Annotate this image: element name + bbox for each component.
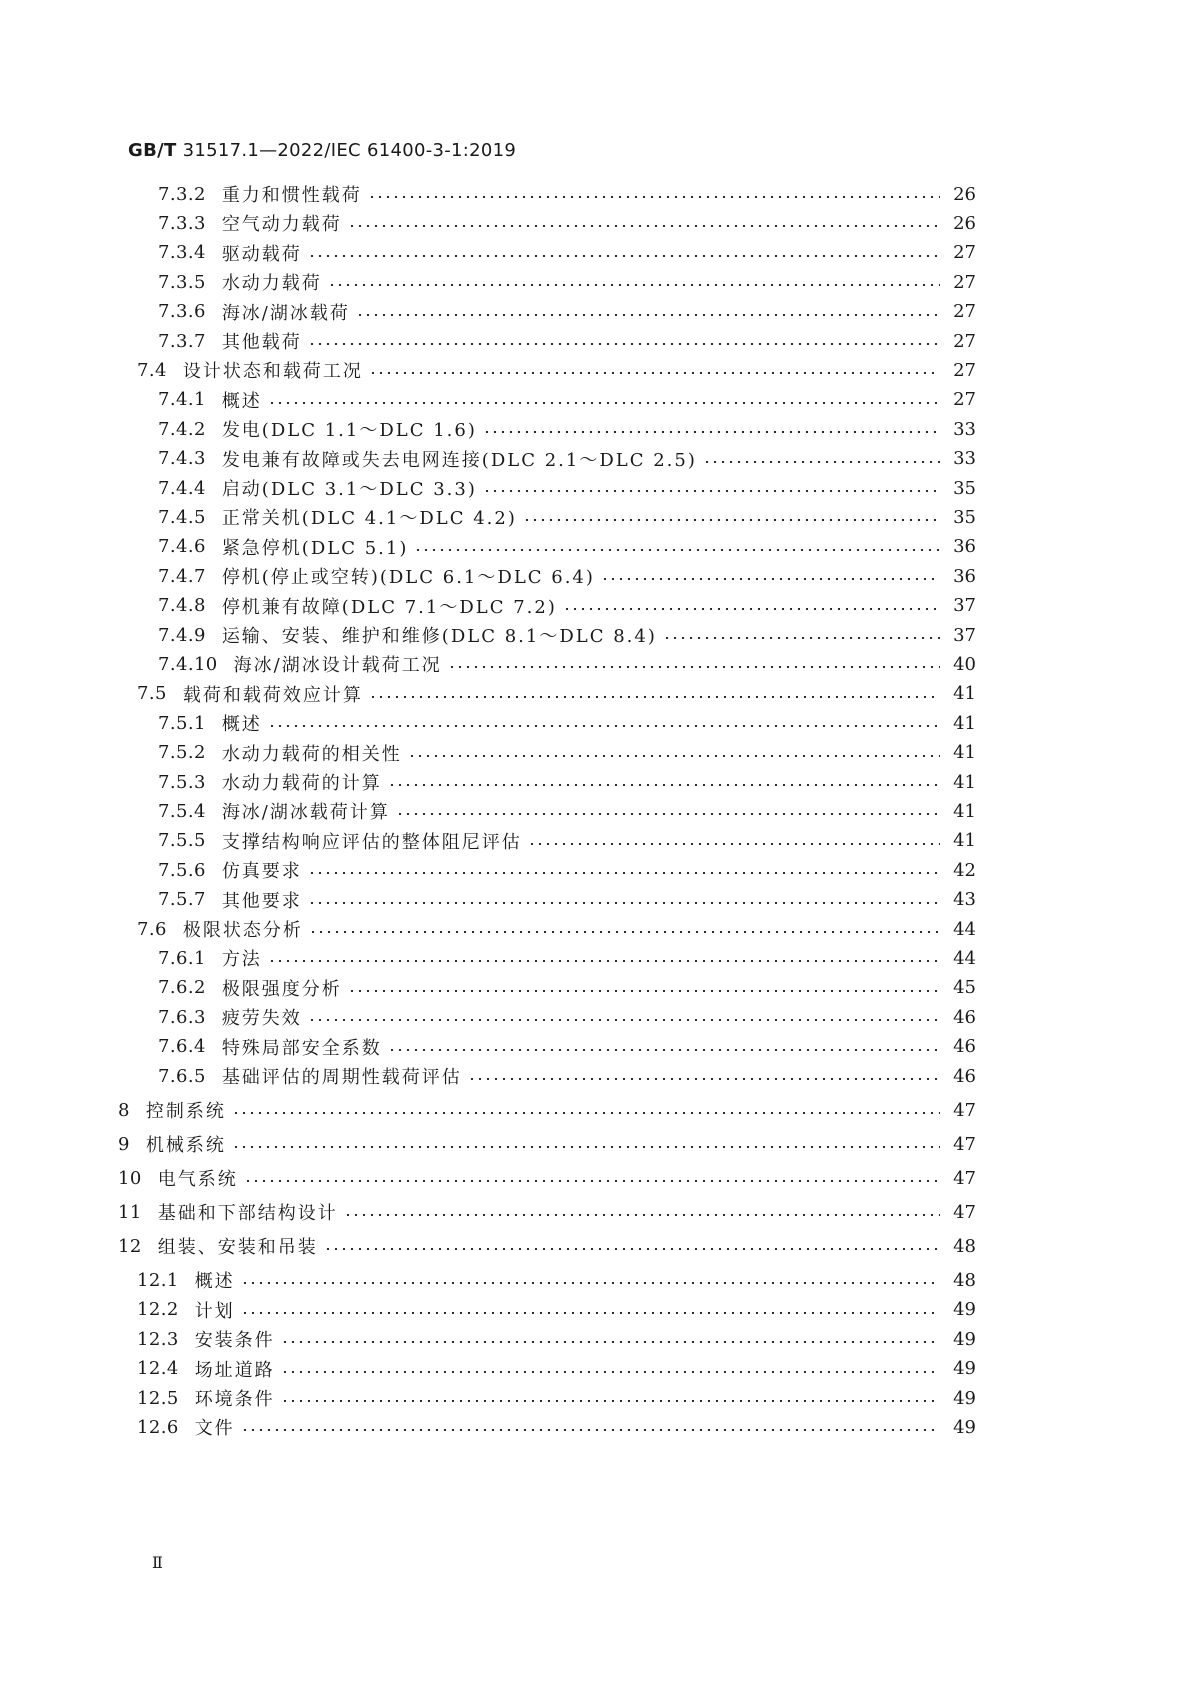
toc-entry-title: 海冰/湖冰载荷计算 — [221, 802, 390, 824]
toc-entry[interactable] — [137, 1384, 976, 1412]
toc-entry[interactable] — [137, 915, 976, 943]
toc-entry-number: 7.6.1 — [158, 947, 206, 969]
toc-entry-title: 海冰/湖冰设计载荷工况 — [233, 655, 442, 677]
toc-leader-dots — [601, 578, 940, 580]
toc-entry-page: 49 — [953, 1299, 976, 1321]
toc-entry-number: 7.5 — [137, 683, 167, 705]
toc-leader-dots — [348, 990, 940, 992]
toc-entry-number: 7.3.2 — [158, 183, 206, 205]
toc-entry-title: 水动力载荷 — [221, 273, 322, 295]
toc-leader-dots — [483, 431, 940, 433]
toc-entry-title: 运输、安装、维护和维修(DLC 8.1～DLC 8.4) — [221, 626, 657, 647]
toc-entry-title: 机械系统 — [145, 1135, 226, 1157]
toc-entry-number: 7.4.2 — [158, 418, 206, 440]
toc-entry-number: 7.4.8 — [158, 595, 206, 617]
toc-entry[interactable] — [137, 1413, 976, 1441]
toc-entry-number: 12.2 — [137, 1299, 179, 1321]
toc-entry-title: 电气系统 — [157, 1169, 238, 1191]
toc-entry-title: 概述 — [194, 1271, 235, 1293]
toc-entry-page: 42 — [953, 859, 976, 881]
toc-entry-page: 26 — [953, 183, 976, 205]
toc-leader-dots — [396, 813, 940, 815]
toc-entry-page: 41 — [953, 712, 976, 734]
toc-leader-dots — [281, 1341, 940, 1343]
toc-leader-dots — [309, 931, 940, 933]
toc-leader-dots — [281, 1371, 940, 1373]
toc-entry-page: 46 — [953, 1036, 976, 1058]
toc-entry-page: 49 — [953, 1416, 976, 1438]
toc-entry-page: 41 — [953, 683, 976, 705]
toc-leader-dots — [344, 1214, 940, 1216]
toc-entry-number: 7.5.1 — [158, 712, 206, 734]
toc-entry-page: 47 — [953, 1133, 976, 1155]
header-standard-number: 31517.1—2022/IEC 61400-3-1:2019 — [176, 140, 517, 161]
toc-entry-title: 环境条件 — [194, 1389, 275, 1410]
toc-entry-title: 发电(DLC 1.1～DLC 1.6) — [221, 420, 477, 442]
toc-entry-page: 27 — [953, 242, 976, 264]
toc-entry-number: 9 — [118, 1133, 130, 1155]
toc-entry-page: 47 — [953, 1201, 976, 1223]
toc-entry[interactable] — [137, 680, 976, 708]
toc-leader-dots — [528, 843, 940, 845]
toc-entry[interactable] — [158, 562, 976, 590]
toc-leader-dots — [448, 666, 940, 668]
toc-entry-title: 海冰/湖冰载荷 — [221, 302, 350, 324]
toc-entry-title: 水动力载荷的相关性 — [221, 743, 402, 765]
toc-entry-page: 43 — [953, 889, 976, 911]
toc-entry-number: 7.3.4 — [158, 242, 206, 264]
toc-leader-dots — [232, 1146, 940, 1148]
toc-entry[interactable] — [158, 474, 976, 502]
toc-entry-page: 35 — [953, 506, 976, 528]
toc-entry[interactable] — [158, 621, 976, 649]
toc-entry-title: 疲劳失效 — [221, 1008, 302, 1030]
toc-entry[interactable] — [158, 1062, 976, 1090]
toc-entry[interactable] — [158, 827, 976, 855]
toc-entry[interactable] — [158, 592, 976, 620]
toc-leader-dots — [241, 1282, 940, 1284]
toc-entry-page: 49 — [953, 1387, 976, 1409]
toc-entry[interactable] — [158, 298, 976, 326]
toc-entry-title: 停机兼有故障(DLC 7.1～DLC 7.2) — [221, 596, 557, 618]
toc-leader-dots — [368, 196, 940, 198]
toc-entry[interactable] — [158, 974, 976, 1002]
toc-entry-page: 36 — [953, 536, 976, 558]
toc-entry-page: 26 — [953, 212, 976, 234]
toc-entry[interactable] — [118, 1232, 976, 1260]
toc-entry[interactable] — [137, 1325, 976, 1353]
toc-entry-page: 48 — [953, 1235, 976, 1257]
toc-entry-title: 场址道路 — [194, 1359, 275, 1381]
toc-leader-dots — [232, 1112, 940, 1114]
toc-entry-title: 基础评估的周期性载荷评估 — [221, 1067, 462, 1088]
toc-entry[interactable] — [158, 503, 976, 531]
toc-leader-dots — [308, 343, 940, 345]
toc-entry[interactable] — [158, 739, 976, 767]
toc-entry-title: 驱动载荷 — [221, 243, 302, 265]
toc-entry-number: 7.4.7 — [158, 565, 206, 587]
toc-entry-page: 37 — [953, 624, 976, 646]
toc-entry-number: 7.4.5 — [158, 506, 206, 528]
toc-leader-dots — [703, 461, 940, 463]
toc-entry-number: 11 — [118, 1201, 142, 1223]
toc-leader-dots — [369, 372, 940, 374]
toc-entry-number: 7.3.3 — [158, 212, 206, 234]
toc-leader-dots — [356, 314, 940, 316]
toc-entry[interactable] — [158, 268, 976, 296]
toc-entry-title: 方法 — [221, 949, 262, 971]
toc-entry-number: 7.4.3 — [158, 448, 206, 470]
toc-leader-dots — [663, 637, 940, 639]
toc-entry-number: 12 — [118, 1235, 142, 1257]
toc-entry-title: 支撑结构响应评估的整体阻尼评估 — [221, 831, 522, 853]
toc-entry-number: 12.4 — [137, 1358, 179, 1380]
toc-entry-title: 其他载荷 — [221, 332, 302, 353]
toc-entry-number: 7.6.2 — [158, 977, 206, 999]
toc-entry[interactable] — [158, 886, 976, 914]
toc-leader-dots — [348, 225, 940, 227]
toc-entry-title: 紧急停机(DLC 5.1) — [221, 537, 409, 559]
toc-entry-number: 7.4 — [137, 359, 167, 381]
document-header — [128, 140, 516, 161]
toc-entry-page: 27 — [953, 389, 976, 411]
toc-entry-number: 7.4.1 — [158, 389, 206, 411]
toc-entry-page: 41 — [953, 800, 976, 822]
toc-leader-dots — [324, 1248, 940, 1250]
toc-leader-dots — [414, 549, 940, 551]
toc-leader-dots — [308, 902, 940, 904]
toc-entry-title: 控制系统 — [145, 1101, 226, 1123]
toc-entry-title: 极限强度分析 — [221, 978, 342, 1000]
toc-leader-dots — [563, 608, 940, 610]
toc-leader-dots — [369, 696, 940, 698]
toc-entry[interactable] — [137, 356, 976, 384]
toc-entry-number: 7.6 — [137, 918, 167, 940]
toc-entry-title: 空气动力载荷 — [221, 214, 342, 236]
toc-leader-dots — [268, 402, 940, 404]
toc-entry-title: 安装条件 — [194, 1330, 275, 1352]
toc-entry[interactable] — [118, 1198, 976, 1226]
toc-entry-number: 7.5.5 — [158, 830, 206, 852]
toc-entry-page: 45 — [953, 977, 976, 999]
toc-leader-dots — [241, 1429, 940, 1431]
toc-entry-page: 41 — [953, 742, 976, 764]
toc-entry-page: 49 — [953, 1358, 976, 1380]
toc-entry-page: 44 — [953, 947, 976, 969]
toc-leader-dots — [308, 255, 940, 257]
toc-entry[interactable] — [158, 415, 976, 443]
toc-entry-page: 41 — [953, 771, 976, 793]
toc-entry-title: 组装、安装和吊装 — [157, 1237, 318, 1259]
toc-entry-title: 载荷和载荷效应计算 — [182, 684, 363, 706]
toc-entry[interactable] — [158, 768, 976, 796]
toc-entry[interactable] — [158, 1033, 976, 1061]
toc-entry[interactable] — [158, 209, 976, 237]
toc-entry-title: 计划 — [194, 1300, 235, 1322]
toc-entry-page: 27 — [953, 359, 976, 381]
toc-leader-dots — [408, 755, 940, 757]
toc-entry-page: 37 — [953, 595, 976, 617]
toc-entry[interactable] — [118, 1164, 976, 1192]
toc-leader-dots — [308, 872, 940, 874]
toc-entry-number: 12.6 — [137, 1416, 179, 1438]
toc-leader-dots — [388, 784, 940, 786]
toc-entry-number: 12.1 — [137, 1269, 179, 1291]
toc-leader-dots — [241, 1312, 940, 1314]
toc-entry[interactable] — [158, 327, 976, 355]
toc-entry-page: 40 — [953, 653, 976, 675]
toc-entry-page: 46 — [953, 1065, 976, 1087]
toc-entry-title: 发电兼有故障或失去电网连接(DLC 2.1～DLC 2.5) — [221, 449, 697, 471]
toc-leader-dots — [308, 1019, 940, 1021]
toc-leader-dots — [523, 519, 940, 521]
toc-entry[interactable] — [158, 709, 976, 737]
toc-entry-number: 7.6.3 — [158, 1006, 206, 1028]
toc-leader-dots — [268, 960, 940, 962]
toc-entry[interactable] — [158, 180, 976, 208]
toc-entry-number: 7.6.4 — [158, 1036, 206, 1058]
toc-entry[interactable] — [118, 1130, 976, 1158]
toc-leader-dots — [244, 1180, 940, 1182]
toc-entry-number: 7.4.4 — [158, 477, 206, 499]
toc-entry[interactable] — [158, 239, 976, 267]
toc-entry-title: 概述 — [221, 714, 262, 736]
toc-entry-title: 仿真要求 — [221, 861, 302, 883]
header-code: GB/T — [128, 140, 177, 161]
toc-entry-number: 7.5.3 — [158, 771, 206, 793]
toc-entry-page: 47 — [953, 1167, 976, 1189]
toc-entry[interactable] — [137, 1296, 976, 1324]
toc-entry[interactable] — [137, 1355, 976, 1383]
toc-entry[interactable] — [158, 650, 976, 678]
toc-entry-page: 48 — [953, 1269, 976, 1291]
toc-entry-page: 33 — [953, 448, 976, 470]
toc-entry-title: 水动力载荷的计算 — [221, 773, 382, 794]
toc-entry-page: 44 — [953, 918, 976, 940]
toc-entry-page: 27 — [953, 301, 976, 323]
toc-entry-page: 36 — [953, 565, 976, 587]
toc-entry-title: 启动(DLC 3.1～DLC 3.3) — [221, 479, 477, 500]
toc-entry-number: 10 — [118, 1167, 142, 1189]
toc-entry-number: 12.3 — [137, 1328, 179, 1350]
toc-entry[interactable] — [137, 1266, 976, 1294]
toc-entry-page: 35 — [953, 477, 976, 499]
toc-leader-dots — [268, 725, 940, 727]
toc-entry-number: 7.5.4 — [158, 800, 206, 822]
toc-entry-number: 7.5.7 — [158, 889, 206, 911]
toc-leader-dots — [468, 1078, 940, 1080]
toc-entry-title: 特殊局部安全系数 — [221, 1037, 382, 1059]
toc-entry[interactable] — [158, 944, 976, 972]
toc-entry[interactable] — [158, 797, 976, 825]
toc-entry-number: 7.3.7 — [158, 330, 206, 352]
toc-entry[interactable] — [158, 1003, 976, 1031]
toc-entry[interactable] — [158, 386, 976, 414]
toc-leader-dots — [388, 1049, 940, 1051]
toc-entry-number: 7.5.2 — [158, 742, 206, 764]
toc-entry[interactable] — [158, 856, 976, 884]
toc-entry-page: 41 — [953, 830, 976, 852]
toc-entry-number: 8 — [118, 1099, 130, 1121]
page-number: Ⅱ — [152, 1553, 162, 1572]
toc-leader-dots — [483, 490, 940, 492]
toc-entry-title: 其他要求 — [221, 890, 302, 912]
toc-entry-title: 正常关机(DLC 4.1～DLC 4.2) — [221, 508, 517, 530]
toc-entry[interactable] — [118, 1096, 976, 1124]
toc-entry[interactable] — [158, 533, 976, 561]
toc-entry-title: 基础和下部结构设计 — [157, 1203, 338, 1225]
toc-entry-page: 27 — [953, 271, 976, 293]
toc-entry-number: 12.5 — [137, 1387, 179, 1409]
toc-entry-title: 停机(停止或空转)(DLC 6.1～DLC 6.4) — [221, 567, 595, 589]
toc-entry-number: 7.4.10 — [158, 653, 218, 675]
toc-entry-page: 27 — [953, 330, 976, 352]
toc-entry-title: 极限状态分析 — [182, 920, 303, 941]
toc-entry-number: 7.4.6 — [158, 536, 206, 558]
toc-leader-dots — [281, 1400, 940, 1402]
toc-entry-title: 概述 — [221, 390, 262, 412]
toc-leader-dots — [328, 284, 940, 286]
toc-entry-title: 文件 — [194, 1418, 235, 1440]
toc-entry[interactable] — [158, 445, 976, 473]
toc-entry-page: 46 — [953, 1006, 976, 1028]
toc-entry-page: 49 — [953, 1328, 976, 1350]
toc-entry-page: 47 — [953, 1099, 976, 1121]
toc-entry-title: 设计状态和载荷工况 — [182, 361, 363, 383]
toc-entry-page: 33 — [953, 418, 976, 440]
toc-entry-number: 7.4.9 — [158, 624, 206, 646]
toc-entry-number: 7.3.5 — [158, 271, 206, 293]
toc-entry-title: 重力和惯性载荷 — [221, 185, 362, 206]
toc-entry-number: 7.3.6 — [158, 301, 206, 323]
toc-entry-number: 7.5.6 — [158, 859, 206, 881]
toc-entry-number: 7.6.5 — [158, 1065, 206, 1087]
